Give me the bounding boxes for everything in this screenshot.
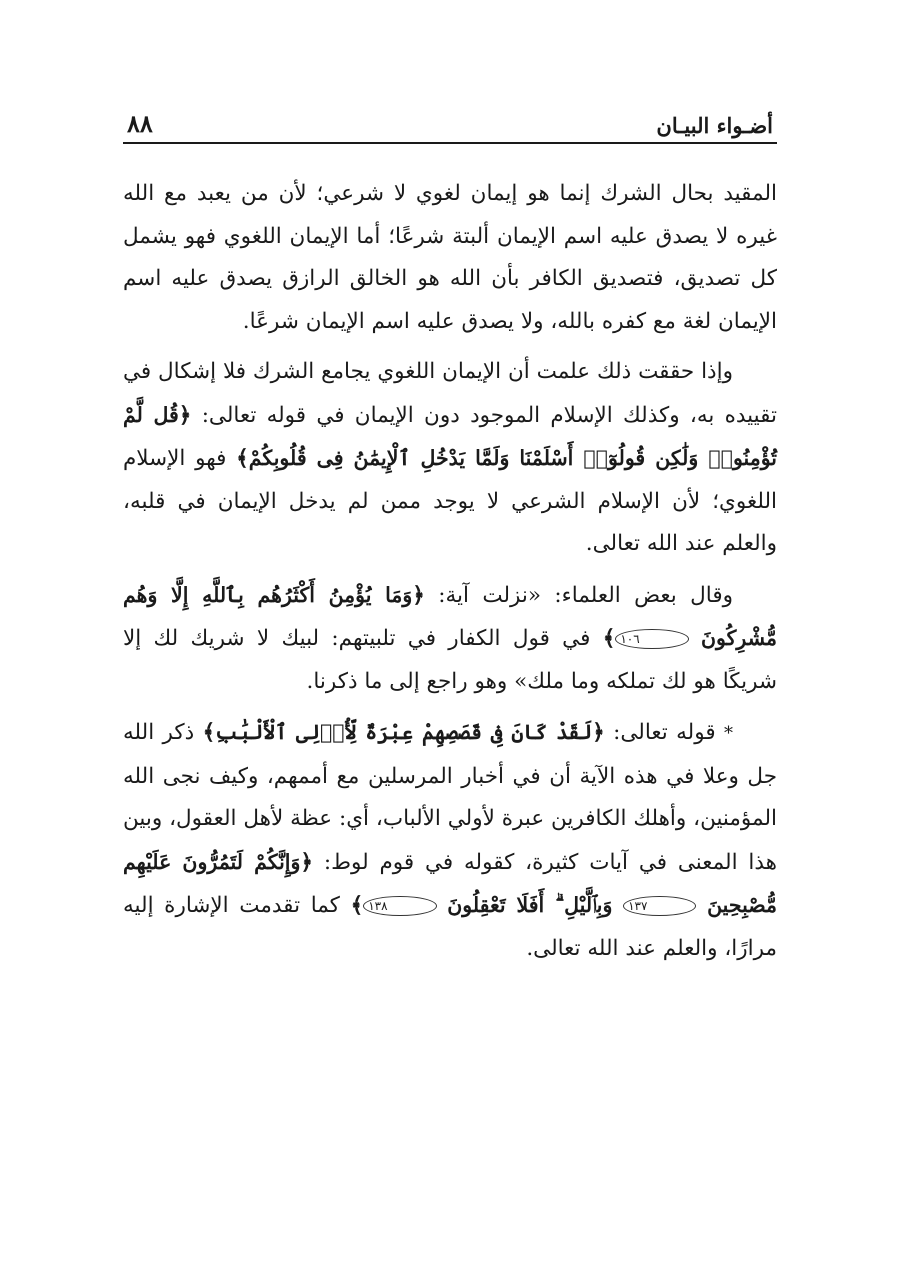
paragraph-text: ذكر الله جل وعلا في هذه الآية أن في أخبار المرسلين مع أممهم، وكيف نجى الله المؤمنين، وأهلك الكافرين عبرة لأولي الألباب، أي: عظة لأهل العقول، وبين هذا المعنى في آيات كثيرة، كقوله في قوم لوط:: [123, 720, 778, 875]
quran-open-brace: ﴿: [412, 582, 425, 608]
ayah-number-marker: ١٣٨: [363, 896, 436, 916]
paragraph-text: المقيد بحال الشرك إنما هو إيمان لغوي لا شرعي؛ لأن من يعبد مع الله غيره لا يصدق عليه اسم الإيمان ألبتة شرعًا؛ أما الإيمان اللغوي فهو يشمل كل تصديق، فتصديق الكافر بأن الله هو الخالق الرازق يصدق عليه اسم الإيمان لغة مع كفره بالله، ولا يصدق عليه اسم الإيمان شرعًا.: [123, 181, 777, 334]
quran-open-brace: ﴿: [592, 720, 605, 745]
quran-quote: لَقَدْ كَانَ فِى قَصَصِهِمْ عِبْرَةٌ لِّأُو۟لِى ٱلْأَلْبَٰبِ: [215, 720, 593, 744]
ayah-number-marker: ١٣٧: [623, 896, 696, 916]
paragraph-text: قوله تعالى:: [613, 720, 716, 745]
paragraph-text: وقال بعض العلماء: «نزلت آية:: [438, 582, 733, 608]
quran-close-brace: ﴾: [350, 893, 364, 918]
book-page: [123, 108, 777, 1208]
quran-quote: قُل لَّمْ تُؤْمِنُوا۟ وَلَٰكِن قُولُوٓا۟ أَسْلَمْنَا وَلَمَّا يَدْخُلِ ٱلْإِيمَٰنُ فِى قُلُوبِكُمْ: [123, 402, 777, 470]
paragraph-3: [123, 574, 777, 704]
paragraph-text: في قول الكفار في تلبيتهم: لبيك لا شريك لك إلا شريكًا هو لك تملكه وما ملك» وهو راجع إلى ما ذكرنا.: [123, 626, 777, 694]
paragraph-4: [123, 711, 777, 970]
quran-open-brace: ﴿: [178, 402, 192, 428]
quran-close-brace: ﴾: [602, 626, 616, 651]
paragraph-text: كما تقدمت الإشارة إليه مرارًا، والعلم عند الله تعالى.: [123, 893, 777, 961]
quran-close-brace: ﴾: [236, 446, 249, 471]
quran-quote: وَبِٱلَّيْلِ ۗ أَفَلَا تَعْقِلُونَ: [447, 893, 613, 917]
paragraph-1: [123, 173, 777, 343]
paragraph-2: [123, 351, 777, 566]
quran-open-brace: ﴿: [300, 849, 313, 875]
page-number: ٨٨: [127, 109, 153, 138]
quran-close-brace: ﴾: [202, 720, 216, 745]
quran-quote: وَمَا يُؤْمِنُ أَكْثَرُهُم بِٱللَّهِ إِلَّا وَهُم مُّشْرِكُونَ: [123, 582, 777, 650]
running-header: [123, 108, 777, 144]
body-text: [123, 173, 777, 970]
paragraph-text: وإذا حققت ذلك علمت أن الإيمان اللغوي يجامع الشرك فلا إشكال في تقييده به، وكذلك الإسلام الموجود دون الإيمان في قوله تعالى:: [123, 359, 777, 428]
paragraph-text: فهو الإسلام اللغوي؛ لأن الإسلام الشرعي لا يوجد ممن لم يدخل الإيمان في قلبه، والعلم عند الله تعالى.: [123, 446, 777, 556]
quran-quote: وَإِنَّكُمْ لَتَمُرُّونَ عَلَيْهِم مُّصْبِحِينَ: [123, 849, 778, 917]
book-title: أضـواء البيـان: [656, 113, 773, 138]
star-marker: *: [723, 723, 733, 744]
ayah-number-marker: ١٠٦: [615, 629, 688, 649]
